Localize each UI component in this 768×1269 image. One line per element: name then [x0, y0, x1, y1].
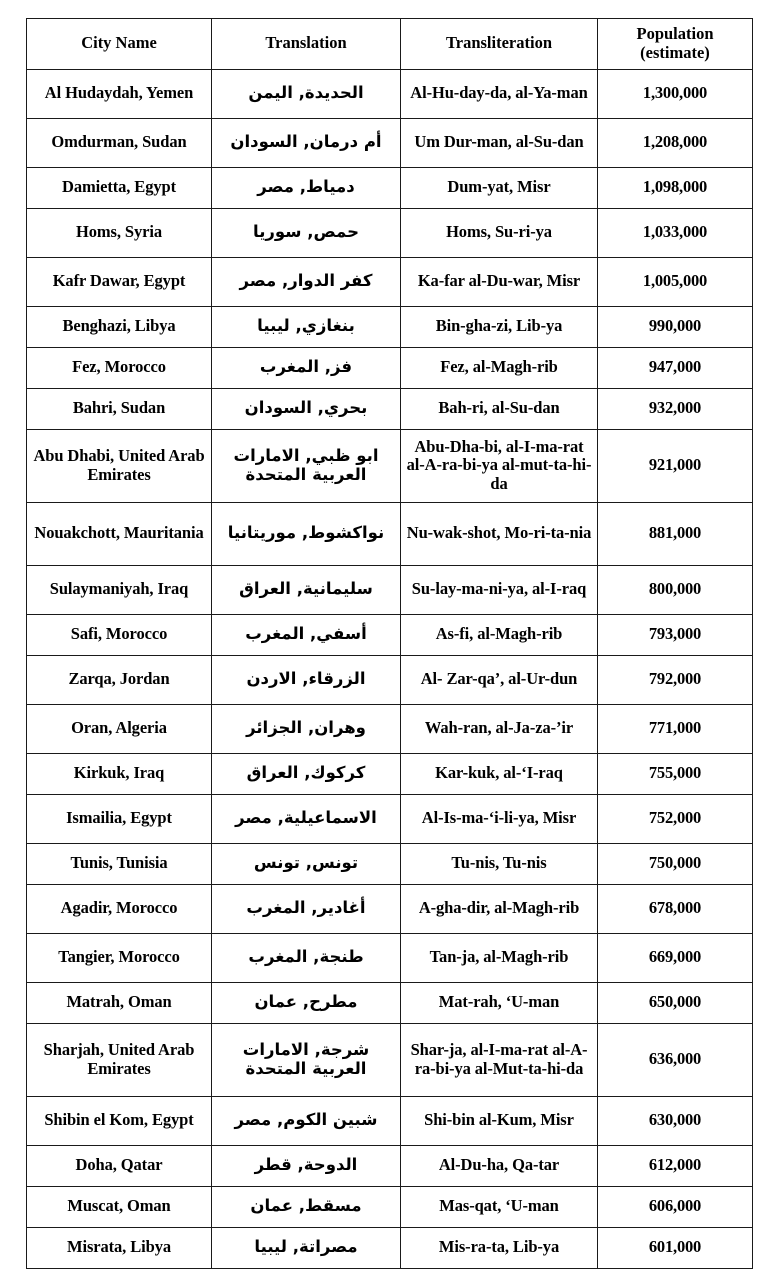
table-row: [27, 982, 753, 1023]
table-row: [27, 429, 753, 502]
cell-translation-arabic: الحديدة, اليمن: [212, 69, 401, 118]
cell-translation-arabic: نواكشوط, موريتانيا: [212, 502, 401, 565]
cell-transliteration: Wah-ran, al-Ja-za-’ir: [401, 704, 598, 753]
table-row: [27, 388, 753, 429]
cell-transliteration: A-gha-dir, al-Magh-rib: [401, 884, 598, 933]
header-row: [27, 19, 753, 70]
column-header-transliteration: Transliteration: [401, 19, 598, 70]
cell-translation-arabic: كركوك, العراق: [212, 753, 401, 794]
cell-translation-arabic: فز, المغرب: [212, 347, 401, 388]
cell-population: 881,000: [598, 502, 753, 565]
cell-city-name: Homs, Syria: [27, 208, 212, 257]
cell-transliteration: Kar-kuk, al-‘I-raq: [401, 753, 598, 794]
table-row: [27, 502, 753, 565]
cell-city-name: Ismailia, Egypt: [27, 794, 212, 843]
table-row: [27, 565, 753, 614]
cell-translation-arabic: وهران, الجزائر: [212, 704, 401, 753]
cell-city-name: Zarqa, Jordan: [27, 655, 212, 704]
cell-population: 755,000: [598, 753, 753, 794]
cell-transliteration: Mat-rah, ‘U-man: [401, 982, 598, 1023]
cell-translation-arabic: دمياط, مصر: [212, 167, 401, 208]
cell-population: 947,000: [598, 347, 753, 388]
cell-translation-arabic: مطرح, عمان: [212, 982, 401, 1023]
cell-translation-arabic: أغادير, المغرب: [212, 884, 401, 933]
cell-transliteration: Fez, al-Magh-rib: [401, 347, 598, 388]
cell-transliteration: Mas-qat, ‘U-man: [401, 1186, 598, 1227]
table-row: [27, 257, 753, 306]
cell-population: 612,000: [598, 1145, 753, 1186]
cell-transliteration: Ka-far al-Du-war, Misr: [401, 257, 598, 306]
cell-translation-arabic: مصراتة, ليبيا: [212, 1227, 401, 1268]
cell-population: 630,000: [598, 1096, 753, 1145]
cell-population: 636,000: [598, 1023, 753, 1096]
cell-translation-arabic: الاسماعيلية, مصر: [212, 794, 401, 843]
cell-city-name: Nouakchott, Mauritania: [27, 502, 212, 565]
table-row: [27, 884, 753, 933]
cell-population: 792,000: [598, 655, 753, 704]
cell-city-name: Al Hudaydah, Yemen: [27, 69, 212, 118]
cell-transliteration: Al-Is-ma-‘i-li-ya, Misr: [401, 794, 598, 843]
table-row: [27, 208, 753, 257]
column-header-city-name: City Name: [27, 19, 212, 70]
cell-translation-arabic: سليمانية, العراق: [212, 565, 401, 614]
cell-population: 1,208,000: [598, 118, 753, 167]
cell-population: 771,000: [598, 704, 753, 753]
cell-population: 1,033,000: [598, 208, 753, 257]
cell-translation-arabic: بحري, السودان: [212, 388, 401, 429]
table-row: [27, 118, 753, 167]
cell-city-name: Matrah, Oman: [27, 982, 212, 1023]
cell-transliteration: Mis-ra-ta, Lib-ya: [401, 1227, 598, 1268]
cell-transliteration: Um Dur-man, al-Su-dan: [401, 118, 598, 167]
table-row: [27, 1145, 753, 1186]
cell-translation-arabic: حمص, سوريا: [212, 208, 401, 257]
cell-transliteration: As-fi, al-Magh-rib: [401, 614, 598, 655]
cell-city-name: Bahri, Sudan: [27, 388, 212, 429]
cell-translation-arabic: طنجة, المغرب: [212, 933, 401, 982]
cell-transliteration: Al-Du-ha, Qa-tar: [401, 1145, 598, 1186]
cell-translation-arabic: ابو ظبي, الامارات العربية المتحدة: [212, 429, 401, 502]
cell-population: 678,000: [598, 884, 753, 933]
cell-city-name: Fez, Morocco: [27, 347, 212, 388]
table-row: [27, 794, 753, 843]
table-row: [27, 1186, 753, 1227]
cell-city-name: Damietta, Egypt: [27, 167, 212, 208]
cell-translation-arabic: الدوحة, قطر: [212, 1145, 401, 1186]
cell-transliteration: Su-lay-ma-ni-ya, al-I-raq: [401, 565, 598, 614]
cell-translation-arabic: شبين الكوم, مصر: [212, 1096, 401, 1145]
cell-transliteration: Nu-wak-shot, Mo-ri-ta-nia: [401, 502, 598, 565]
cell-translation-arabic: شرجة, الامارات العربية المتحدة: [212, 1023, 401, 1096]
cell-population: 1,098,000: [598, 167, 753, 208]
cell-population: 601,000: [598, 1227, 753, 1268]
cell-transliteration: Al-Hu-day-da, al-Ya-man: [401, 69, 598, 118]
cell-city-name: Benghazi, Libya: [27, 306, 212, 347]
cell-transliteration: Shi-bin al-Kum, Misr: [401, 1096, 598, 1145]
cell-city-name: Misrata, Libya: [27, 1227, 212, 1268]
cell-city-name: Abu Dhabi, United Arab Emirates: [27, 429, 212, 502]
cell-population: 990,000: [598, 306, 753, 347]
cell-translation-arabic: مسقط, عمان: [212, 1186, 401, 1227]
table-header: [27, 19, 753, 70]
cell-population: 650,000: [598, 982, 753, 1023]
cell-population: 669,000: [598, 933, 753, 982]
cell-city-name: Omdurman, Sudan: [27, 118, 212, 167]
table-row: [27, 167, 753, 208]
cell-city-name: Tunis, Tunisia: [27, 843, 212, 884]
cell-population: 752,000: [598, 794, 753, 843]
cell-city-name: Doha, Qatar: [27, 1145, 212, 1186]
cell-translation-arabic: أم درمان, السودان: [212, 118, 401, 167]
cell-transliteration: Tan-ja, al-Magh-rib: [401, 933, 598, 982]
table-row: [27, 655, 753, 704]
table-row: [27, 1227, 753, 1268]
cell-population: 1,300,000: [598, 69, 753, 118]
cell-city-name: Shibin el Kom, Egypt: [27, 1096, 212, 1145]
cell-population: 606,000: [598, 1186, 753, 1227]
cell-population: 1,005,000: [598, 257, 753, 306]
cell-city-name: Kirkuk, Iraq: [27, 753, 212, 794]
cell-population: 793,000: [598, 614, 753, 655]
cell-translation-arabic: أسفي, المغرب: [212, 614, 401, 655]
table-row: [27, 933, 753, 982]
table-body: [27, 69, 753, 1268]
table-row: [27, 1023, 753, 1096]
column-header-translation: Translation: [212, 19, 401, 70]
cell-city-name: Muscat, Oman: [27, 1186, 212, 1227]
table-row: [27, 306, 753, 347]
arab-cities-population-table: [26, 18, 753, 1269]
cell-transliteration: Abu-Dha-bi, al-I-ma-rat al-A-ra-bi-ya al-mut-ta-hi-da: [401, 429, 598, 502]
cell-translation-arabic: كفر الدوار, مصر: [212, 257, 401, 306]
population-header-line2: (estimate): [640, 42, 710, 62]
cell-transliteration: Bah-ri, al-Su-dan: [401, 388, 598, 429]
population-header-line1: Population: [636, 24, 714, 43]
cell-transliteration: Bin-gha-zi, Lib-ya: [401, 306, 598, 347]
cell-city-name: Agadir, Morocco: [27, 884, 212, 933]
cell-translation-arabic: الزرقاء, الاردن: [212, 655, 401, 704]
cell-translation-arabic: تونس, تونس: [212, 843, 401, 884]
cell-city-name: Safi, Morocco: [27, 614, 212, 655]
cell-population: 800,000: [598, 565, 753, 614]
cell-population: 932,000: [598, 388, 753, 429]
cell-city-name: Kafr Dawar, Egypt: [27, 257, 212, 306]
cell-transliteration: Homs, Su-ri-ya: [401, 208, 598, 257]
table-row: [27, 69, 753, 118]
table-row: [27, 614, 753, 655]
column-header-population: [598, 19, 753, 70]
table-row: [27, 704, 753, 753]
table-row: [27, 843, 753, 884]
cell-transliteration: Shar-ja, al-I-ma-rat al-A-ra-bi-ya al-Mut-ta-hi-da: [401, 1023, 598, 1096]
cell-translation-arabic: بنغازي, ليبيا: [212, 306, 401, 347]
cell-transliteration: Dum-yat, Misr: [401, 167, 598, 208]
cell-population: 750,000: [598, 843, 753, 884]
cell-city-name: Sulaymaniyah, Iraq: [27, 565, 212, 614]
cell-city-name: Sharjah, United Arab Emirates: [27, 1023, 212, 1096]
table-row: [27, 1096, 753, 1145]
cell-transliteration: Al- Zar-qa’, al-Ur-dun: [401, 655, 598, 704]
table-row: [27, 753, 753, 794]
cell-city-name: Oran, Algeria: [27, 704, 212, 753]
cell-transliteration: Tu-nis, Tu-nis: [401, 843, 598, 884]
cell-population: 921,000: [598, 429, 753, 502]
table-row: [27, 347, 753, 388]
cell-city-name: Tangier, Morocco: [27, 933, 212, 982]
